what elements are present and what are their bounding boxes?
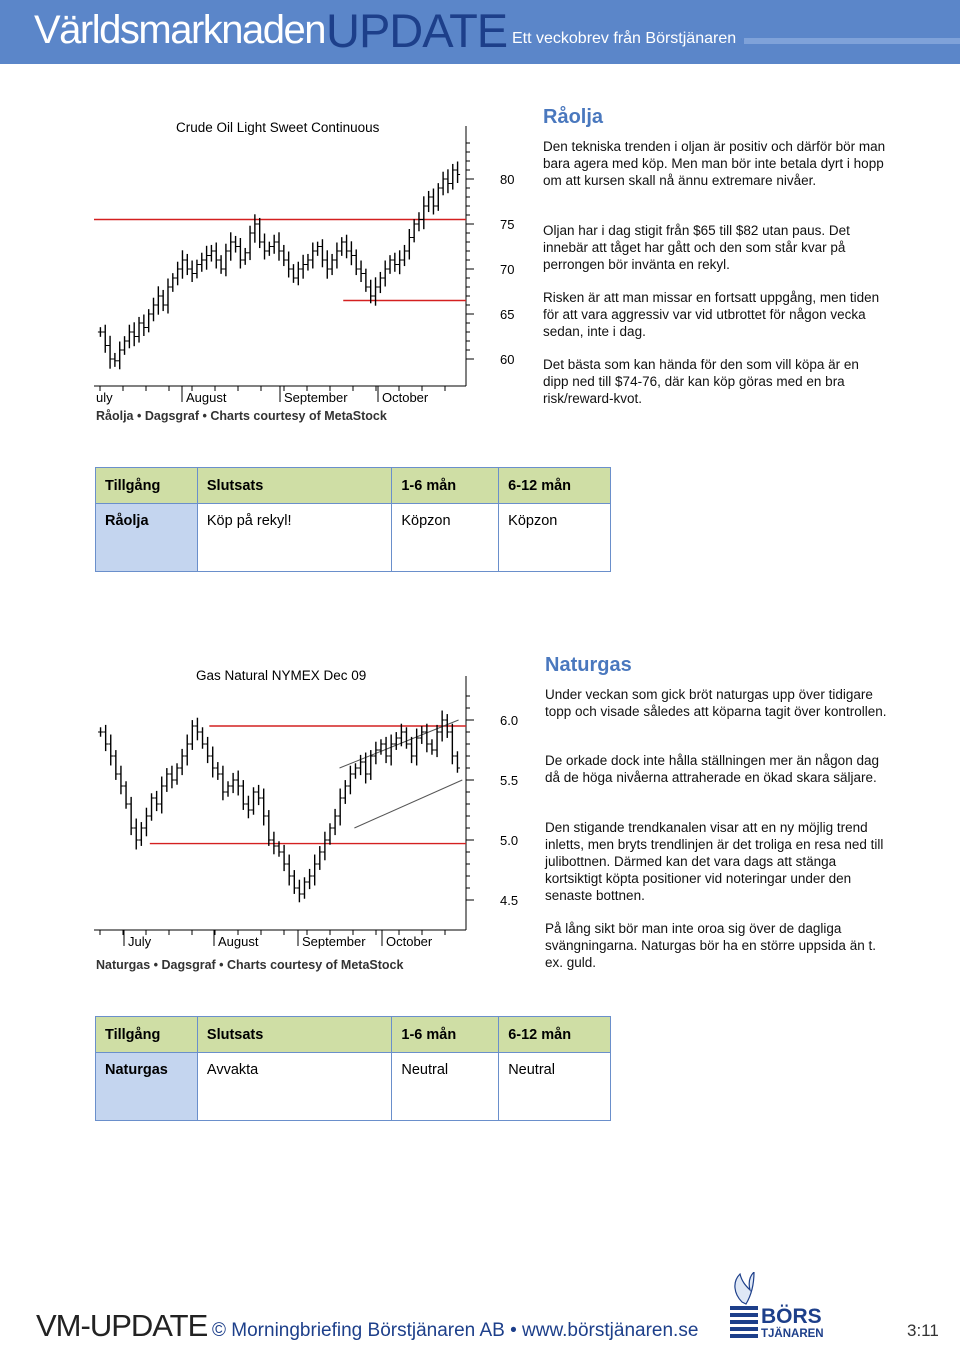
y-tick-label: 80 [500,172,515,187]
x-month-label: September [284,390,348,405]
y-tick-label: 60 [500,352,515,367]
table-cell-asset: Naturgas [96,1053,198,1121]
table-row [96,1053,611,1121]
y-tick-label: 65 [500,307,515,322]
page-number: 3:11 [907,1321,939,1340]
table-header-row [96,468,611,504]
y-tick-label: 75 [500,217,515,232]
crude-section-title: Råolja [543,106,604,128]
table-row [96,504,611,572]
natural-gas-chart [94,658,534,956]
y-tick-label: 70 [500,262,515,277]
gas-paragraph-2: De orkade dock inte hålla ställningen mer än någon dag då de höga nivåerna attraherade en ökad skara säljare. [545,753,879,785]
table-header-row [96,1017,611,1053]
header-update: UPDATE [326,4,508,57]
footer-copyright: © Morningbriefing Börstjänaren AB • www.börstjänaren.se [212,1320,699,1341]
table-header-cell: Slutsats [197,468,391,504]
header-subtitle: Ett veckobrev från Börstjänaren [512,30,737,47]
x-month-label: uly [96,390,113,405]
y-tick-label: 5.0 [500,833,519,848]
trend-channel-line [340,720,459,768]
crude-paragraph-4: Det bästa som kan hända för den som vill köpa är en dipp ned till $74-76, där kan köp göras med en bra risk/reward-kvot. [543,357,859,406]
page-header [0,0,960,64]
table-header-cell: Slutsats [197,1017,391,1053]
table-cell-conclusion: Köp på rekyl! [197,504,391,572]
gas-summary-table [95,1016,611,1121]
table-cell-short-term: Neutral [392,1053,499,1121]
crude-oil-chart [94,106,534,408]
table-cell-long-term: Neutral [499,1053,611,1121]
trend-channel-line [354,780,462,828]
table-header-cell: 1-6 mån [392,1017,499,1053]
table-cell-short-term: Köpzon [392,504,499,572]
table-cell-long-term: Köpzon [499,504,611,572]
chart-title: Gas Natural NYMEX Dec 09 [196,668,367,683]
logo-text-bors: BÖRS [761,1305,822,1328]
y-tick-label: 6.0 [500,713,519,728]
x-month-label: October [382,390,429,405]
x-month-label: August [186,390,227,405]
y-tick-label: 5.5 [500,773,519,788]
borstjanaren-logo-icon [728,1272,840,1340]
x-month-label: September [302,934,366,949]
crude-chart-caption: Råolja • Dagsgraf • Charts courtesy of MetaStock [96,409,387,423]
table-cell-conclusion: Avvakta [197,1053,391,1121]
table-header-cell: 6-12 mån [499,468,611,504]
crude-paragraph-1: Den tekniska trenden i oljan är positiv och därför bör man bara agera med köp. Men man bör inte betala dyrt i hopp om att kursen skall nå ännu extremare nivåer. [543,139,886,188]
x-month-label: July [128,934,152,949]
x-month-label: August [218,934,259,949]
gas-paragraph-3: Den stigande trendkanalen visar att en ny möjlig trend inletts, men bryts trendlinjen är det troliga en resa ned till julibottnen. Därmed kan det vara dags att stänga kortsiktigt köpta positioner vid noteringar under den senaste bottnen. [545,820,884,903]
header-decor-bar [744,38,960,44]
chart-title: Crude Oil Light Sweet Continuous [176,120,380,135]
table-cell-asset: Råolja [96,504,198,572]
table-header-cell: Tillgång [96,468,198,504]
y-tick-label: 4.5 [500,893,519,908]
logo-text-tjanaren: TJÄNAREN [761,1328,824,1340]
footer-title: VM-UPDATE [36,1308,208,1343]
x-month-label: October [386,934,433,949]
crude-paragraph-2: Oljan har i dag stigit från $65 till $82 utan paus. Det innebär att tåget har gått och den som står kvar på perrongen bör invänta en rekyl. [543,223,850,272]
table-header-cell: Tillgång [96,1017,198,1053]
table-header-cell: 1-6 mån [392,468,499,504]
gas-paragraph-4: På lång sikt bör man inte oroa sig över de dagliga svängningarna. Naturgas bör ha en större uppsida än t. ex. guld. [545,921,876,970]
gas-chart-caption: Naturgas • Dagsgraf • Charts courtesy of MetaStock [96,958,404,972]
gas-paragraph-1: Under veckan som gick bröt naturgas upp över tidigare topp och visade således att köparna tagit över kontrollen. [545,687,887,719]
gas-section-title: Naturgas [545,654,632,676]
crude-summary-table [95,467,611,572]
table-header-cell: 6-12 mån [499,1017,611,1053]
crude-paragraph-3: Risken är att man missar en fortsatt uppgång, men tiden för att vara aggressiv var vid utbrottet för någon vecka sedan, inte i dag. [543,290,880,339]
header-title: Världsmarknaden [34,8,325,52]
